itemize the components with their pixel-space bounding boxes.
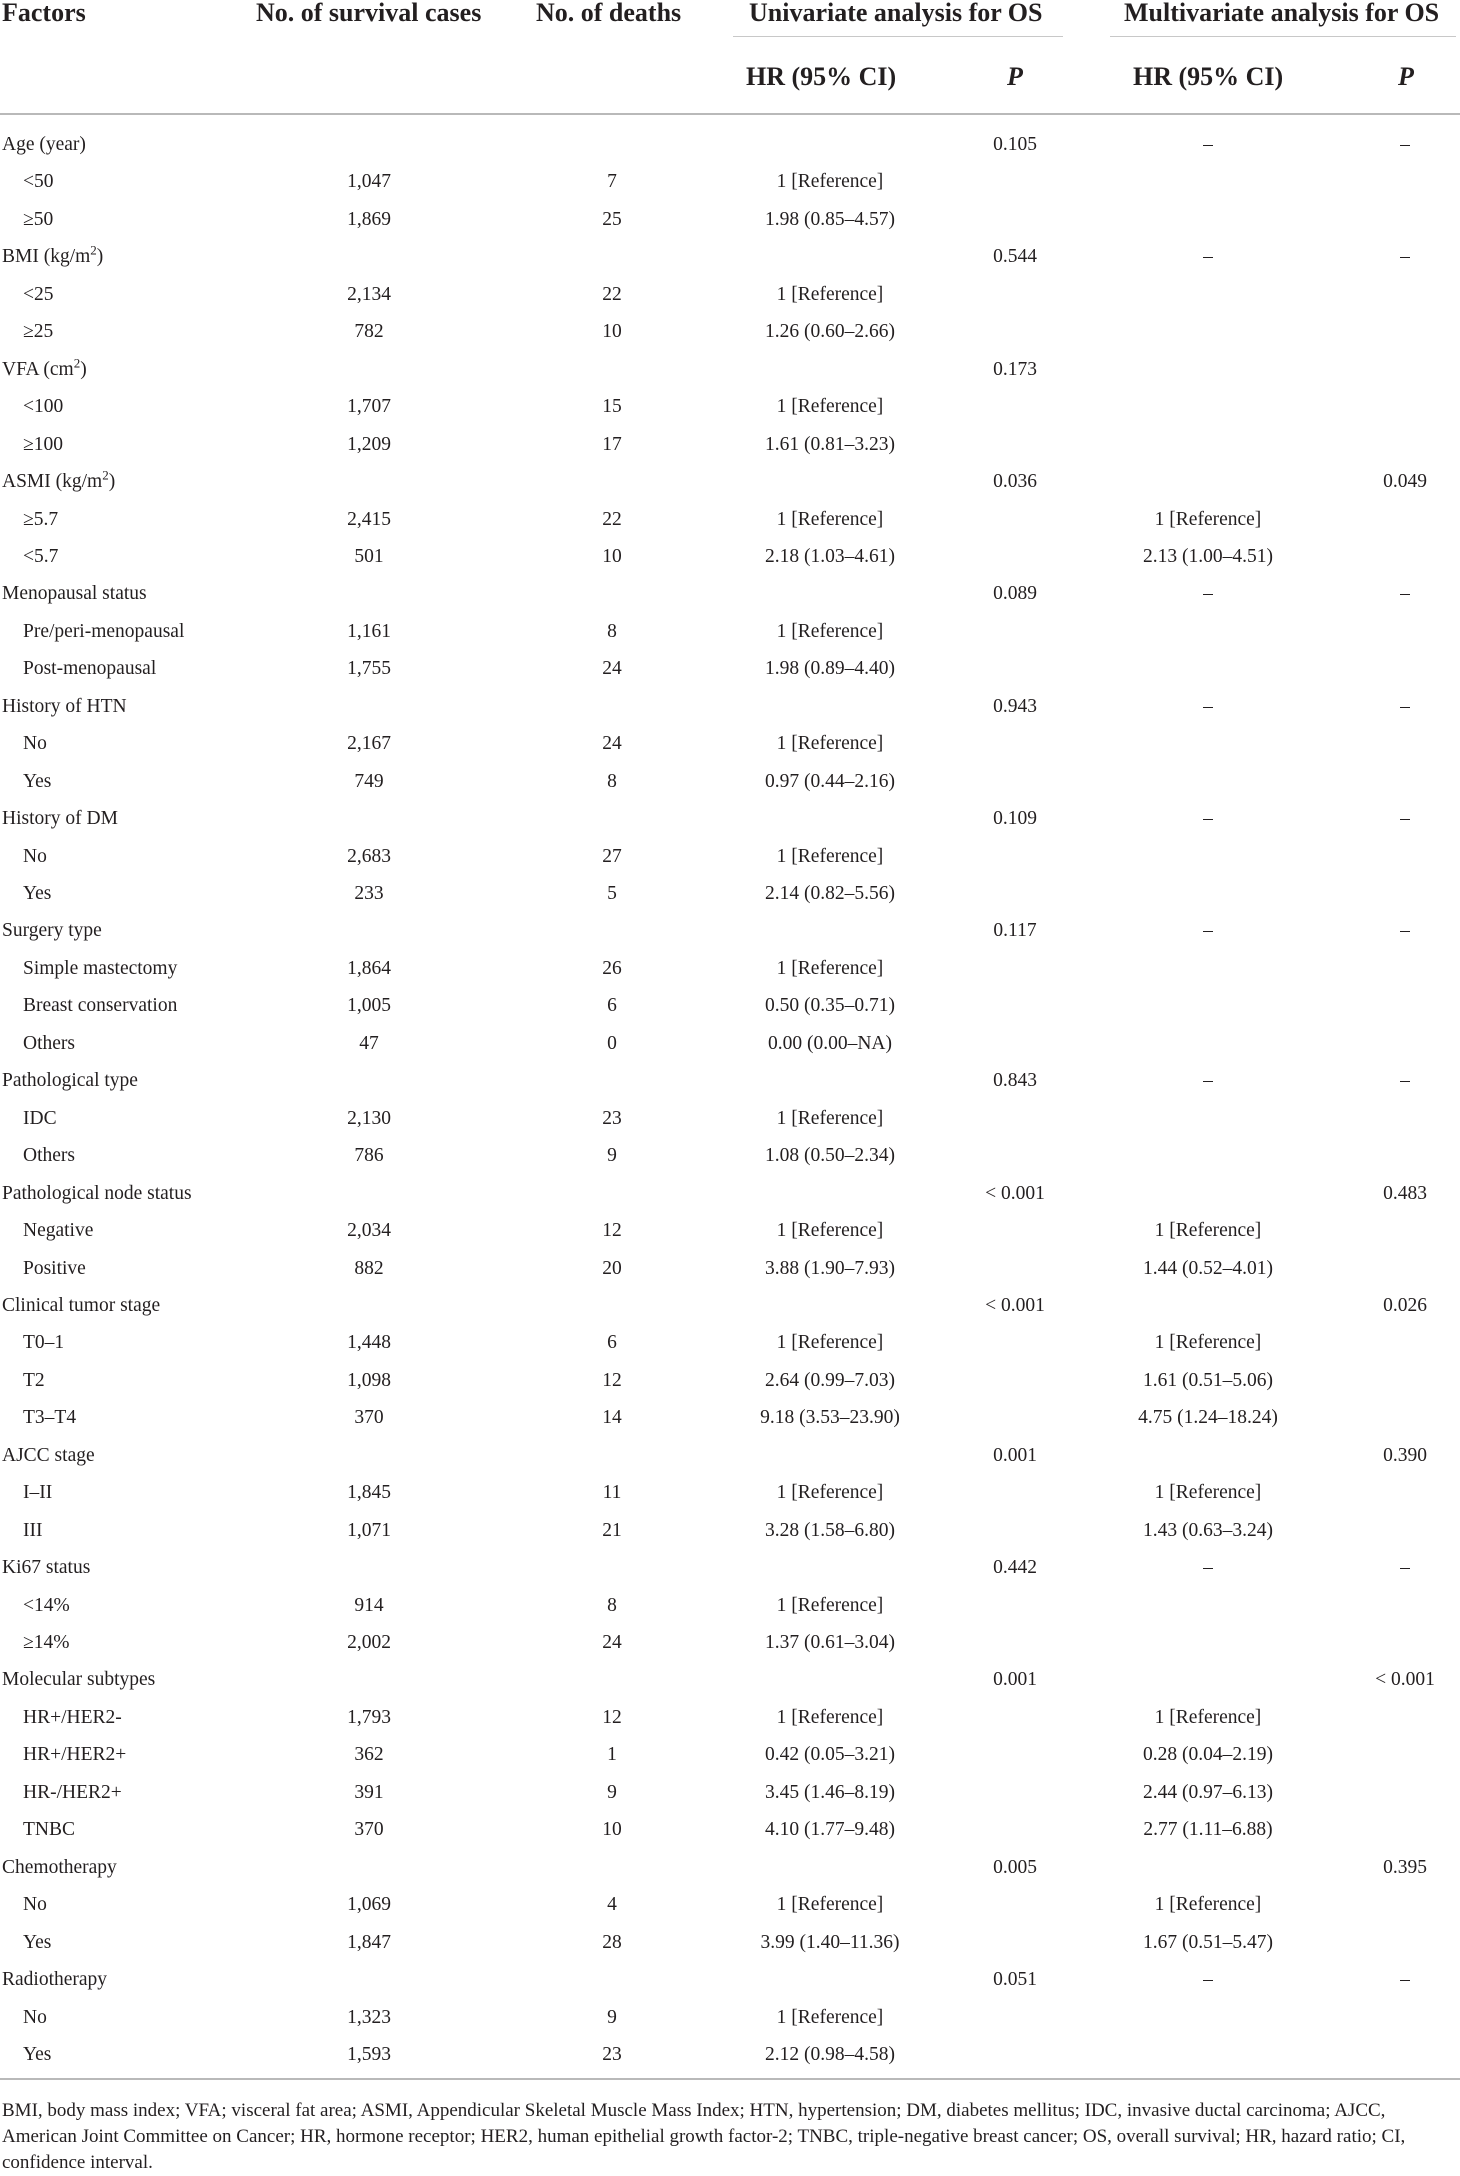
category-row [0, 1287, 1460, 1324]
p-multivariate-cell: 0.395 [1383, 1856, 1427, 1878]
table-row [0, 426, 1460, 463]
deaths-cell: 17 [602, 433, 622, 455]
category-label: AJCC stage [2, 1444, 95, 1466]
hr-univariate-cell: 3.28 (1.58–6.80) [765, 1519, 895, 1541]
survival-cell: 1,847 [347, 1931, 391, 1953]
hr-univariate-cell: 1 [Reference] [776, 1220, 884, 1242]
table-row [0, 1399, 1460, 1436]
subcategory-label: I–II [23, 1482, 53, 1504]
table-row [0, 1886, 1460, 1923]
header-p-multivariate: P [1398, 62, 1414, 91]
p-univariate-cell: 0.442 [993, 1557, 1037, 1579]
multivariate-span-rule [1110, 36, 1456, 37]
survival-cell: 47 [359, 1032, 379, 1054]
hr-univariate-cell: 1 [Reference] [776, 1706, 884, 1728]
survival-cell: 782 [354, 321, 384, 343]
table-row [0, 2036, 1460, 2073]
table-row [0, 1474, 1460, 1511]
subcategory-label: T0–1 [23, 1332, 65, 1354]
deaths-cell: 10 [602, 545, 622, 567]
deaths-cell: 8 [607, 620, 617, 642]
p-multivariate-cell: – [1400, 246, 1410, 268]
survival-cell: 1,323 [347, 2006, 391, 2028]
subcategory-label: ≥100 [23, 433, 63, 455]
p-univariate-cell: 0.036 [993, 471, 1037, 493]
category-label: Clinical tumor stage [2, 1294, 161, 1316]
table-row [0, 276, 1460, 313]
hr-univariate-cell: 1 [Reference] [776, 1107, 884, 1129]
survival-cell: 749 [354, 770, 384, 792]
table-footnote: BMI, body mass index; VFA; visceral fat area; ASMI, Appendicular Skeletal Muscle Mass Index; HTN, hypertension; DM, diabetes mellitus; IDC, invasive ductal carcinoma; AJCC, American Joint Committee on Cancer; HR, hormone receptor; HER2, human epithelial growth factor-2; TNBC, triple-negative breast cancer; OS, overall survival; HR, hazard ratio; CI, confidence interval. [2, 2100, 1406, 2173]
subcategory-label: ≥25 [23, 321, 54, 343]
hr-multivariate-cell: 1.44 (0.52–4.01) [1143, 1257, 1273, 1279]
table-row [0, 838, 1460, 875]
deaths-cell: 25 [602, 208, 622, 230]
survival-cell: 501 [354, 545, 384, 567]
subcategory-label: IDC [23, 1107, 57, 1129]
deaths-cell: 24 [602, 1632, 622, 1653]
hr-univariate-cell: 0.42 (0.05–3.21) [765, 1744, 895, 1766]
subcategory-label: ≥14% [23, 1632, 70, 1653]
hr-univariate-cell: 1 [Reference] [776, 1332, 884, 1354]
deaths-cell: 14 [602, 1407, 622, 1429]
hr-univariate-cell: 2.18 (1.03–4.61) [765, 545, 895, 567]
survival-cell: 2,167 [347, 733, 391, 755]
table-row [0, 1324, 1460, 1361]
subcategory-label: Post-menopausal [23, 658, 157, 680]
deaths-cell: 5 [607, 883, 617, 904]
survival-cell: 391 [354, 1781, 384, 1803]
category-label: Pathological type [2, 1070, 138, 1092]
hr-multivariate-cell: 1 [Reference] [1154, 1894, 1262, 1916]
category-label: Molecular subtypes [2, 1669, 156, 1691]
survival-cell: 370 [354, 1819, 384, 1841]
hr-univariate-cell: 1.37 (0.61–3.04) [765, 1632, 895, 1653]
category-row [0, 1175, 1460, 1212]
hr-multivariate-cell: – [1203, 1070, 1213, 1092]
hr-multivariate-cell: 1.61 (0.51–5.06) [1143, 1369, 1273, 1391]
table-row [0, 987, 1460, 1024]
subcategory-label: HR+/HER2- [23, 1706, 122, 1728]
survival-cell: 1,047 [347, 171, 391, 193]
hr-multivariate-cell: 1 [Reference] [1154, 1332, 1262, 1354]
p-univariate-cell: 0.001 [993, 1669, 1037, 1691]
header-deaths: No. of deaths [536, 0, 682, 27]
hr-univariate-cell: 1 [Reference] [776, 283, 884, 305]
deaths-cell: 21 [602, 1519, 622, 1541]
table-row [0, 201, 1460, 238]
category-row [0, 1549, 1460, 1586]
hr-multivariate-cell: 1.43 (0.63–3.24) [1143, 1519, 1273, 1541]
table-row [0, 1100, 1460, 1137]
hr-univariate-cell: 1.08 (0.50–2.34) [765, 1145, 895, 1167]
p-univariate-cell: 0.843 [993, 1070, 1037, 1092]
survival-cell: 1,071 [347, 1519, 391, 1541]
subcategory-label: No [23, 845, 47, 867]
table-row [0, 1137, 1460, 1174]
table-row [0, 1699, 1460, 1736]
hr-univariate-cell: 1 [Reference] [776, 171, 884, 193]
subcategory-label: Positive [23, 1257, 86, 1279]
subcategory-label: III [23, 1519, 43, 1541]
hr-univariate-cell: 4.10 (1.77–9.48) [765, 1819, 895, 1841]
p-multivariate-cell: 0.483 [1383, 1182, 1427, 1204]
p-multivariate-cell: – [1400, 134, 1410, 155]
category-label: Age (year) [2, 134, 86, 155]
table-row [0, 313, 1460, 350]
deaths-cell: 10 [602, 1819, 622, 1841]
table-row [0, 950, 1460, 987]
subcategory-label: <100 [23, 396, 64, 418]
table-row [0, 1924, 1460, 1961]
category-row [0, 575, 1460, 612]
deaths-cell: 8 [607, 770, 617, 792]
hr-univariate-cell: 0.97 (0.44–2.16) [765, 770, 895, 792]
deaths-cell: 0 [607, 1032, 617, 1054]
deaths-cell: 11 [602, 1482, 622, 1504]
hr-multivariate-cell: – [1203, 1969, 1213, 1991]
category-label: Chemotherapy [2, 1856, 117, 1878]
hr-multivariate-cell: 1 [Reference] [1154, 1220, 1262, 1242]
survival-cell: 370 [354, 1407, 384, 1429]
subcategory-label: Others [23, 1145, 75, 1167]
hr-univariate-cell: 1.98 (0.89–4.40) [765, 658, 895, 680]
category-label: Surgery type [2, 920, 102, 942]
subcategory-label: No [23, 2006, 47, 2028]
hr-univariate-cell: 2.64 (0.99–7.03) [765, 1369, 895, 1391]
hr-multivariate-cell: 4.75 (1.24–18.24) [1138, 1407, 1278, 1429]
survival-cell: 2,034 [347, 1220, 391, 1242]
hr-univariate-cell: 0.00 (0.00–NA) [767, 1032, 893, 1054]
survival-cell: 233 [354, 883, 384, 904]
p-univariate-cell: 0.089 [993, 583, 1037, 605]
deaths-cell: 24 [602, 733, 622, 755]
table-row [0, 1250, 1460, 1287]
survival-cell: 1,869 [347, 208, 391, 230]
hr-univariate-cell: 1 [Reference] [776, 957, 884, 979]
deaths-cell: 9 [607, 2006, 617, 2028]
header-multivariate: Multivariate analysis for OS [1124, 0, 1440, 27]
category-label: Ki67 status [2, 1557, 91, 1579]
survival-cell: 1,864 [347, 957, 391, 979]
category-label: Pathological node status [2, 1182, 192, 1204]
table-row [0, 388, 1460, 425]
survival-cell: 1,098 [347, 1369, 391, 1391]
p-univariate-cell: 0.943 [993, 695, 1037, 717]
survival-cell: 1,209 [347, 433, 391, 455]
survival-cell: 2,683 [347, 845, 391, 867]
subcategory-label: <50 [23, 171, 54, 193]
deaths-cell: 23 [602, 1107, 622, 1129]
table-row [0, 1587, 1460, 1624]
survival-cell: 1,448 [347, 1332, 391, 1354]
header-univariate: Univariate analysis for OS [749, 0, 1043, 27]
hr-univariate-cell: 3.88 (1.90–7.93) [765, 1257, 895, 1279]
category-row [0, 351, 1460, 388]
hr-univariate-cell: 3.45 (1.46–8.19) [765, 1781, 895, 1803]
subcategory-label: No [23, 733, 47, 755]
p-multivariate-cell: 0.026 [1383, 1294, 1427, 1316]
category-row [0, 1062, 1460, 1099]
hr-univariate-cell: 1 [Reference] [776, 396, 884, 418]
hr-univariate-cell: 1 [Reference] [776, 1594, 884, 1616]
subcategory-label: Others [23, 1032, 75, 1054]
hr-multivariate-cell: – [1203, 808, 1213, 830]
deaths-cell: 9 [607, 1781, 617, 1803]
subcategory-label: ≥5.7 [23, 508, 59, 530]
category-label: History of HTN [2, 695, 127, 717]
table-row [0, 650, 1460, 687]
table-row [0, 501, 1460, 538]
subcategory-label: HR-/HER2+ [23, 1781, 122, 1803]
category-row [0, 1849, 1460, 1886]
p-univariate-cell: 0.117 [993, 920, 1037, 942]
p-multivariate-cell: – [1400, 695, 1410, 717]
hr-univariate-cell: 1 [Reference] [776, 1894, 884, 1916]
hr-univariate-cell: 3.99 (1.40–11.36) [760, 1931, 900, 1953]
table-row [0, 875, 1460, 912]
p-univariate-cell: 0.173 [993, 358, 1037, 380]
subcategory-label: Simple mastectomy [23, 957, 178, 979]
p-univariate-cell: 0.051 [993, 1969, 1037, 1991]
category-label: ASMI $(kg/m^2)$ [2, 467, 116, 493]
hr-univariate-cell: 1.26 (0.60–2.66) [765, 321, 895, 343]
subcategory-label: T2 [23, 1369, 45, 1391]
category-label: Menopausal status [2, 583, 147, 605]
subcategory-label: HR+/HER2+ [23, 1744, 127, 1766]
hr-univariate-cell: 1 [Reference] [776, 508, 884, 530]
category-row [0, 1437, 1460, 1474]
p-univariate-cell: 0.005 [993, 1856, 1037, 1878]
hr-multivariate-cell: – [1203, 920, 1213, 942]
subcategory-label: Yes [23, 883, 52, 904]
deaths-cell: 22 [602, 283, 622, 305]
category-row [0, 1661, 1460, 1698]
survival-cell: 2,130 [347, 1107, 391, 1129]
table-row [0, 1999, 1460, 2036]
hr-univariate-cell: 1.98 (0.85–4.57) [765, 208, 895, 230]
deaths-cell: 12 [602, 1706, 622, 1728]
hr-univariate-cell: 2.12 (0.98–4.58) [765, 2043, 895, 2065]
subcategory-label: TNBC [23, 1819, 76, 1841]
subcategory-label: Pre/peri-menopausal [23, 620, 185, 642]
p-univariate-cell: 0.001 [993, 1444, 1037, 1466]
deaths-cell: 23 [602, 2043, 622, 2065]
survival-cell: 1,593 [347, 2043, 391, 2065]
subcategory-label: Negative [23, 1220, 94, 1242]
univariate-span-rule [733, 36, 1063, 37]
survival-cell: 914 [354, 1594, 384, 1616]
table-row [0, 763, 1460, 800]
survival-cell: 2,415 [347, 508, 391, 530]
subcategory-label: <25 [23, 283, 54, 305]
hr-univariate-cell: 1 [Reference] [776, 733, 884, 755]
deaths-cell: 12 [602, 1369, 622, 1391]
deaths-cell: 6 [607, 1332, 617, 1354]
header-factors: Factors [2, 0, 86, 27]
hr-multivariate-cell: – [1203, 1557, 1213, 1579]
survival-cell: 1,707 [347, 396, 391, 418]
hr-multivariate-cell: – [1203, 695, 1213, 717]
header-hr-multivariate: HR (95% CI) [1133, 62, 1284, 91]
hr-multivariate-cell: 1 [Reference] [1154, 508, 1262, 530]
table-row [0, 613, 1460, 650]
subcategory-label: Yes [23, 1931, 52, 1953]
deaths-cell: 4 [607, 1894, 617, 1916]
hr-multivariate-cell: 1 [Reference] [1154, 1482, 1262, 1504]
table-row [0, 1811, 1460, 1848]
p-multivariate-cell: – [1400, 583, 1410, 605]
hr-multivariate-cell: – [1203, 583, 1213, 605]
p-multivariate-cell: – [1400, 1070, 1410, 1092]
p-univariate-cell: < 0.001 [985, 1182, 1045, 1204]
deaths-cell: 24 [602, 658, 622, 680]
deaths-cell: 8 [607, 1594, 617, 1616]
hr-multivariate-cell: 1.67 (0.51–5.47) [1143, 1931, 1273, 1953]
table-row [0, 1774, 1460, 1811]
table-bottom-rule [0, 2078, 1460, 2080]
hr-multivariate-cell: 2.44 (0.97–6.13) [1143, 1781, 1273, 1803]
category-row [0, 238, 1460, 275]
deaths-cell: 12 [602, 1220, 622, 1242]
hr-multivariate-cell: – [1203, 246, 1213, 268]
deaths-cell: 20 [602, 1257, 622, 1279]
subcategory-label: ≥50 [23, 208, 54, 230]
survival-cell: 882 [354, 1257, 384, 1279]
p-multivariate-cell: 0.390 [1383, 1444, 1427, 1466]
p-univariate-cell: 0.105 [993, 134, 1037, 155]
deaths-cell: 9 [607, 1145, 617, 1167]
table-row [0, 725, 1460, 762]
category-label: BMI $(kg/m^2)$ [2, 242, 104, 268]
p-multivariate-cell: – [1400, 1969, 1410, 1991]
p-multivariate-cell: < 0.001 [1375, 1669, 1435, 1691]
survival-cell: 1,161 [347, 620, 391, 642]
category-row [0, 800, 1460, 837]
survival-cell: 1,845 [347, 1482, 391, 1504]
hr-univariate-cell: 2.14 (0.82–5.56) [765, 883, 895, 904]
table-row [0, 1025, 1460, 1062]
table-row [0, 1362, 1460, 1399]
category-row [0, 1961, 1460, 1998]
table-row [0, 1736, 1460, 1773]
deaths-cell: 7 [607, 171, 617, 193]
p-multivariate-cell: 0.049 [1383, 471, 1427, 493]
deaths-cell: 27 [602, 845, 622, 867]
subcategory-label: Yes [23, 2043, 52, 2065]
hr-univariate-cell: 9.18 (3.53–23.90) [760, 1407, 900, 1429]
deaths-cell: 10 [602, 321, 622, 343]
deaths-cell: 6 [607, 995, 617, 1017]
category-row [0, 912, 1460, 949]
deaths-cell: 15 [602, 396, 622, 418]
hr-multivariate-cell: 1 [Reference] [1154, 1706, 1262, 1728]
survival-cell: 1,069 [347, 1894, 391, 1916]
category-label: Radiotherapy [2, 1969, 108, 1991]
hr-multivariate-cell: – [1203, 134, 1213, 155]
hr-univariate-cell: 1 [Reference] [776, 620, 884, 642]
survival-cell: 1,793 [347, 1706, 391, 1728]
p-univariate-cell: < 0.001 [985, 1294, 1045, 1316]
p-multivariate-cell: – [1400, 1557, 1410, 1579]
table-row [0, 163, 1460, 200]
hr-multivariate-cell: 2.77 (1.11–6.88) [1143, 1819, 1273, 1841]
hr-univariate-cell: 1.61 (0.81–3.23) [765, 433, 895, 455]
table-row [0, 1512, 1460, 1549]
table-row [0, 1624, 1460, 1661]
deaths-cell: 22 [602, 508, 622, 530]
hr-univariate-cell: 0.50 (0.35–0.71) [765, 995, 895, 1017]
header-bottom-rule [0, 113, 1460, 115]
category-row [0, 463, 1460, 500]
header-survival-cases: No. of survival cases [256, 0, 482, 27]
subcategory-label: T3–T4 [23, 1407, 77, 1429]
survival-cell: 786 [354, 1145, 384, 1167]
deaths-cell: 1 [607, 1744, 617, 1766]
deaths-cell: 26 [602, 957, 622, 979]
p-univariate-cell: 0.544 [993, 246, 1037, 268]
p-univariate-cell: 0.109 [993, 808, 1037, 830]
p-multivariate-cell: – [1400, 920, 1410, 942]
survival-cell: 362 [354, 1744, 384, 1766]
subcategory-label: Yes [23, 770, 52, 792]
table-row [0, 1212, 1460, 1249]
subcategory-label: <14% [23, 1594, 70, 1616]
survival-cell: 2,134 [347, 283, 391, 305]
header-hr-univariate: HR (95% CI) [746, 62, 897, 91]
category-label: History of DM [2, 808, 118, 830]
subcategory-label: <5.7 [23, 545, 59, 567]
hr-univariate-cell: 1 [Reference] [776, 845, 884, 867]
hr-univariate-cell: 1 [Reference] [776, 2006, 884, 2028]
table-row [0, 538, 1460, 575]
p-multivariate-cell: – [1400, 808, 1410, 830]
survival-cell: 1,005 [347, 995, 391, 1017]
hr-multivariate-cell: 0.28 (0.04–2.19) [1143, 1744, 1273, 1766]
survival-cell: 1,755 [347, 658, 391, 680]
category-label: VFA $(cm^2)$ [2, 355, 87, 380]
hr-multivariate-cell: 2.13 (1.00–4.51) [1143, 545, 1273, 567]
survival-cell: 2,002 [347, 1632, 391, 1653]
hr-univariate-cell: 1 [Reference] [776, 1482, 884, 1504]
subcategory-label: Breast conservation [23, 995, 178, 1017]
header-p-univariate: P [1007, 62, 1023, 91]
category-row [0, 688, 1460, 725]
deaths-cell: 28 [602, 1931, 622, 1953]
subcategory-label: No [23, 1894, 47, 1916]
category-row [0, 126, 1460, 163]
